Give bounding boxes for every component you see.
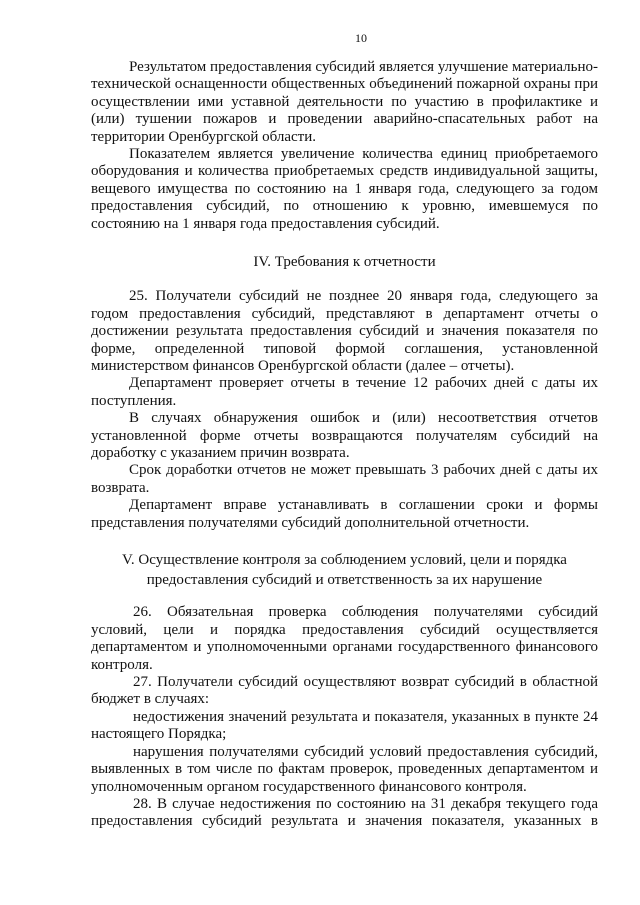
body-paragraph: Результатом предоставления субсидий является улучшение материально-технической оснащенности общественных объединений пожарной охраны при осуществлении ими уставной деятельности по участию в профилактике и (или) тушении пожаров и проведении аварийно-спасательных работ на территории Оренбургской области.	[91, 59, 598, 145]
section-control	[91, 551, 598, 830]
body-paragraph: Показателем является увеличение количества единиц приобретаемого оборудования и количества приобретаемых средств индивидуальной защиты, вещевого имущества по состоянию на 1 января года, следующего за годом предоставления субсидий, по отношению к уровню, имевшемуся по состоянию на 1 января года предоставления субсидий.	[91, 146, 598, 232]
intro-section	[91, 59, 598, 233]
body-paragraph: 27. Получатели субсидий осуществляют возврат субсидий в областной бюджет в случаях:	[91, 674, 598, 708]
section-reporting	[91, 254, 598, 532]
page-number: 10	[355, 31, 367, 45]
body-paragraph: В случаях обнаружения ошибок и (или) несоответствия отчетов установленной форме отчеты возвращаются получателям субсидий на доработку с указанием причин возврата.	[91, 410, 598, 462]
section-heading: IV. Требования к отчетности	[253, 254, 436, 271]
list-item-paragraph: недостижения значений результата и показателя, указанных в пункте 24 настоящего Порядка;	[91, 708, 598, 743]
continued-paragraph: 28. В случае недостижения по состоянию на 31 декабря текущего года предоставления субсидий результата и значения показателя, указанных в	[91, 795, 598, 830]
list-item-paragraph: нарушения получателями субсидий условий предоставления субсидий, выявленных в том числе по фактам проверок, проведенных департаментом и уполномоченным органом государственного финансового контроля.	[91, 743, 598, 795]
body-paragraph: 25. Получатели субсидий не позднее 20 января года, следующего за годом предоставления субсидий, представляют в департамент отчеты о достижении результата предоставления субсидий и значения показателя по форме, определенной типовой формой соглашения, установленной министерством финансов Оренбургской области (далее – отчеты).	[91, 288, 598, 374]
document-body	[91, 59, 598, 831]
body-paragraph: 26. Обязательная проверка соблюдения получателями субсидий условий, цели и порядка предоставления субсидий осуществляется департаментом и уполномоченными органами государственного финансового контроля.	[91, 604, 598, 673]
section-heading: V. Осуществление контроля за соблюдением условий, цели и порядка предоставления субсидий и ответственность за их нарушение	[122, 552, 567, 588]
body-paragraph: Департамент вправе устанавливать в соглашении сроки и формы представления получателями субсидий дополнительной отчетности.	[91, 497, 598, 531]
body-paragraph: Срок доработки отчетов не может превышать 3 рабочих дней с даты их возврата.	[91, 462, 598, 496]
body-paragraph: Департамент проверяет отчеты в течение 12 рабочих дней с даты их поступления.	[91, 375, 598, 409]
